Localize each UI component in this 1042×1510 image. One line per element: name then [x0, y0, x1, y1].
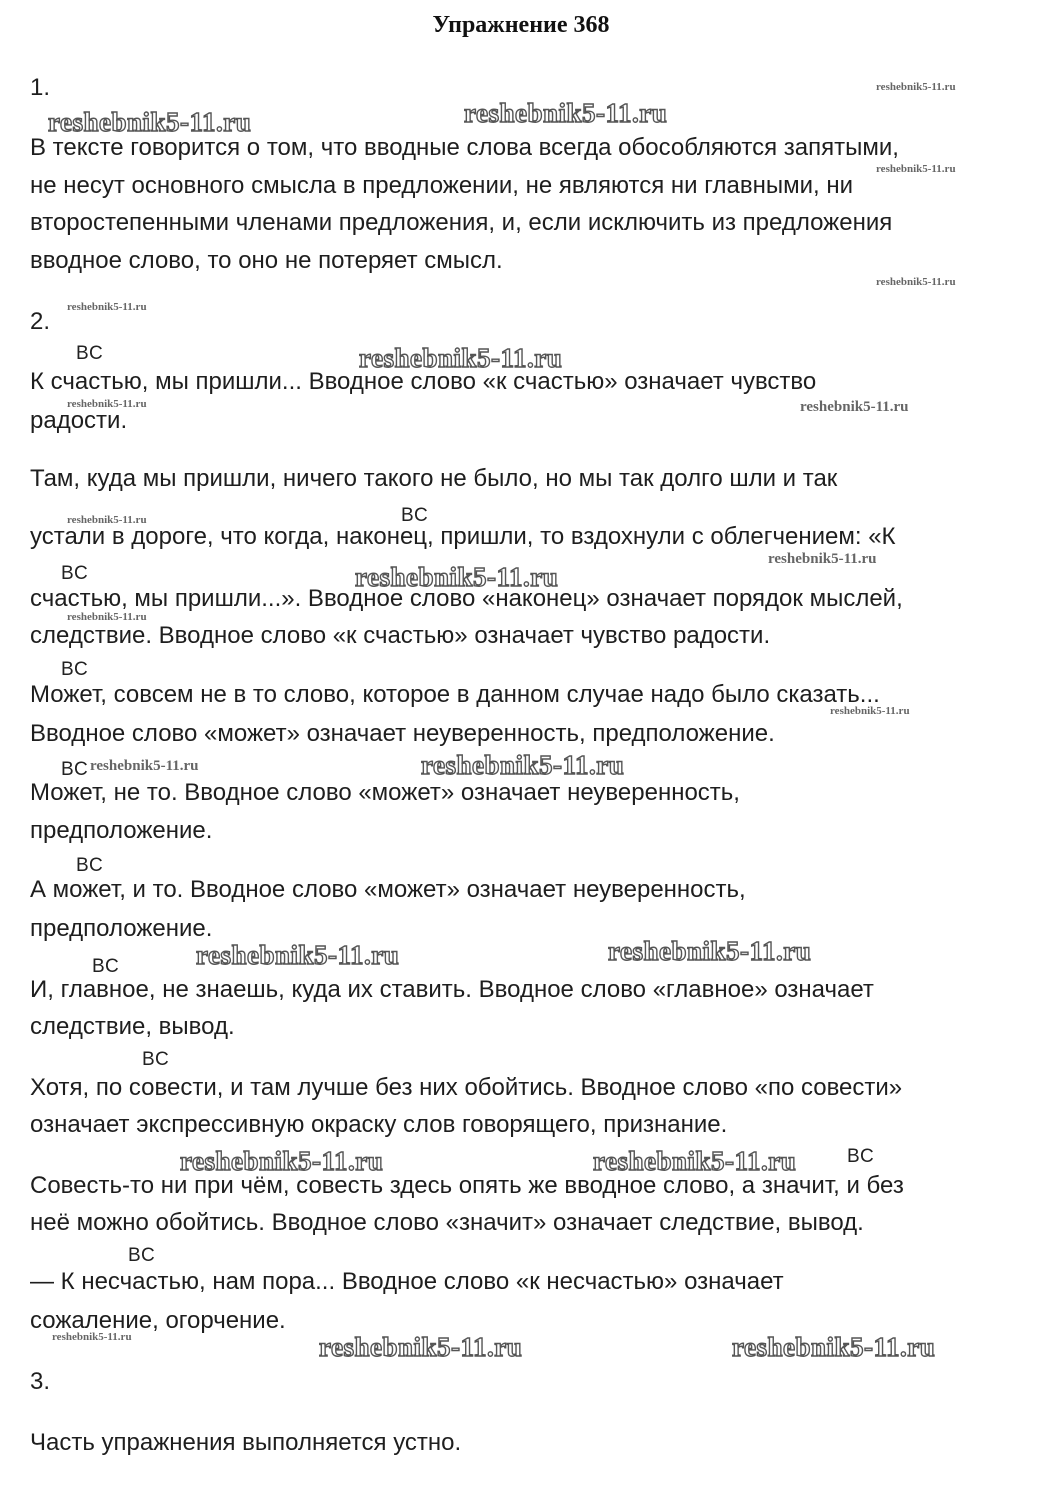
- text-line: Вводное слово «может» означает неуверенность, предположение.: [30, 720, 775, 747]
- intro-word-marker: ВС: [61, 759, 89, 780]
- watermark-large: reshebnik5-11.ru: [319, 1332, 523, 1362]
- text-line: — К несчастью, нам пора... Вводное слово «к несчастью» означает: [30, 1268, 784, 1295]
- text-line: следствие, вывод.: [30, 1013, 235, 1040]
- text-line: предположение.: [30, 817, 213, 844]
- page-title: Упражнение 368: [432, 12, 610, 38]
- watermark-small: reshebnik5-11.ru: [876, 81, 956, 93]
- text-line: неё можно обойтись. Вводное слово «значит» означает следствие, вывод.: [30, 1209, 864, 1236]
- watermark-large: reshebnik5-11.ru: [421, 750, 625, 780]
- watermark-small: reshebnik5-11.ru: [67, 611, 147, 623]
- intro-word-marker: ВС: [92, 956, 120, 977]
- watermark-small: reshebnik5-11.ru: [52, 1331, 132, 1343]
- watermark-large: reshebnik5-11.ru: [608, 936, 812, 966]
- text-line: Совесть-то ни при чём, совесть здесь опять же вводное слово, а значит, и без: [30, 1172, 904, 1199]
- text-line: Может, совсем не в то слово, которое в данном случае надо было сказать...: [30, 681, 880, 708]
- text-line: следствие. Вводное слово «к счастью» означает чувство радости.: [30, 622, 771, 649]
- text-line: Может, не то. Вводное слово «может» означает неуверенность,: [30, 779, 740, 806]
- intro-word-marker: ВС: [76, 343, 104, 364]
- text-line: предположение.: [30, 915, 213, 942]
- section-number-1: 1.: [30, 74, 51, 101]
- watermark-small: reshebnik5-11.ru: [800, 399, 909, 415]
- watermark-small: reshebnik5-11.ru: [67, 514, 147, 526]
- text-line: К счастью, мы пришли... Вводное слово «к счастью» означает чувство: [30, 368, 817, 395]
- watermark-small: reshebnik5-11.ru: [876, 276, 956, 288]
- intro-word-marker: ВС: [847, 1146, 875, 1167]
- watermark-small: reshebnik5-11.ru: [90, 758, 199, 774]
- watermark-large: reshebnik5-11.ru: [732, 1332, 936, 1362]
- watermark-large: reshebnik5-11.ru: [464, 98, 668, 128]
- text-line: сожаление, огорчение.: [30, 1307, 286, 1334]
- watermark-large: reshebnik5-11.ru: [180, 1146, 384, 1176]
- intro-word-marker: ВС: [142, 1049, 170, 1070]
- section-number-2: 2.: [30, 308, 51, 335]
- text-line: означает экспрессивную окраску слов говорящего, признание.: [30, 1111, 728, 1138]
- text-line: устали в дороге, что когда, наконец, пришли, то вздохнули с облегчением: «К: [30, 523, 896, 550]
- intro-word-marker: ВС: [76, 855, 104, 876]
- watermark-small: reshebnik5-11.ru: [876, 163, 956, 175]
- intro-word-marker: ВС: [61, 659, 89, 680]
- watermark-large: reshebnik5-11.ru: [593, 1146, 797, 1176]
- section-number-3: 3.: [30, 1368, 51, 1395]
- text-line: В тексте говорится о том, что вводные слова всегда обособляются запятыми,: [30, 134, 899, 161]
- watermark-large: reshebnik5-11.ru: [48, 107, 252, 137]
- text-line: Хотя, по совести, и там лучше без них обойтись. Вводное слово «по совести»: [30, 1074, 903, 1101]
- watermark-large: reshebnik5-11.ru: [355, 562, 559, 592]
- intro-word-marker: ВС: [128, 1245, 156, 1266]
- text-line: А может, и то. Вводное слово «может» означает неуверенность,: [30, 876, 746, 903]
- text-line: Там, куда мы пришли, ничего такого не было, но мы так долго шли и так: [30, 465, 838, 492]
- text-line: И, главное, не знаешь, куда их ставить. Вводное слово «главное» означает: [30, 976, 874, 1003]
- text-line: второстепенными членами предложения, и, если исключить из предложения: [30, 209, 893, 236]
- watermark-small: reshebnik5-11.ru: [830, 705, 910, 717]
- watermark-small: reshebnik5-11.ru: [67, 301, 147, 313]
- watermark-large: reshebnik5-11.ru: [196, 940, 400, 970]
- watermark-small: reshebnik5-11.ru: [67, 398, 147, 410]
- text-line: Часть упражнения выполняется устно.: [30, 1429, 462, 1456]
- text-line: не несут основного смысла в предложении, не являются ни главными, ни: [30, 172, 853, 199]
- text-line: радости.: [30, 407, 128, 434]
- intro-word-marker: ВС: [61, 563, 89, 584]
- watermark-small: reshebnik5-11.ru: [768, 551, 877, 567]
- text-line: вводное слово, то оно не потеряет смысл.: [30, 247, 503, 274]
- intro-word-marker: ВС: [401, 505, 429, 526]
- watermark-large: reshebnik5-11.ru: [359, 343, 563, 373]
- text-line: счастью, мы пришли...». Вводное слово «наконец» означает порядок мыслей,: [30, 585, 903, 612]
